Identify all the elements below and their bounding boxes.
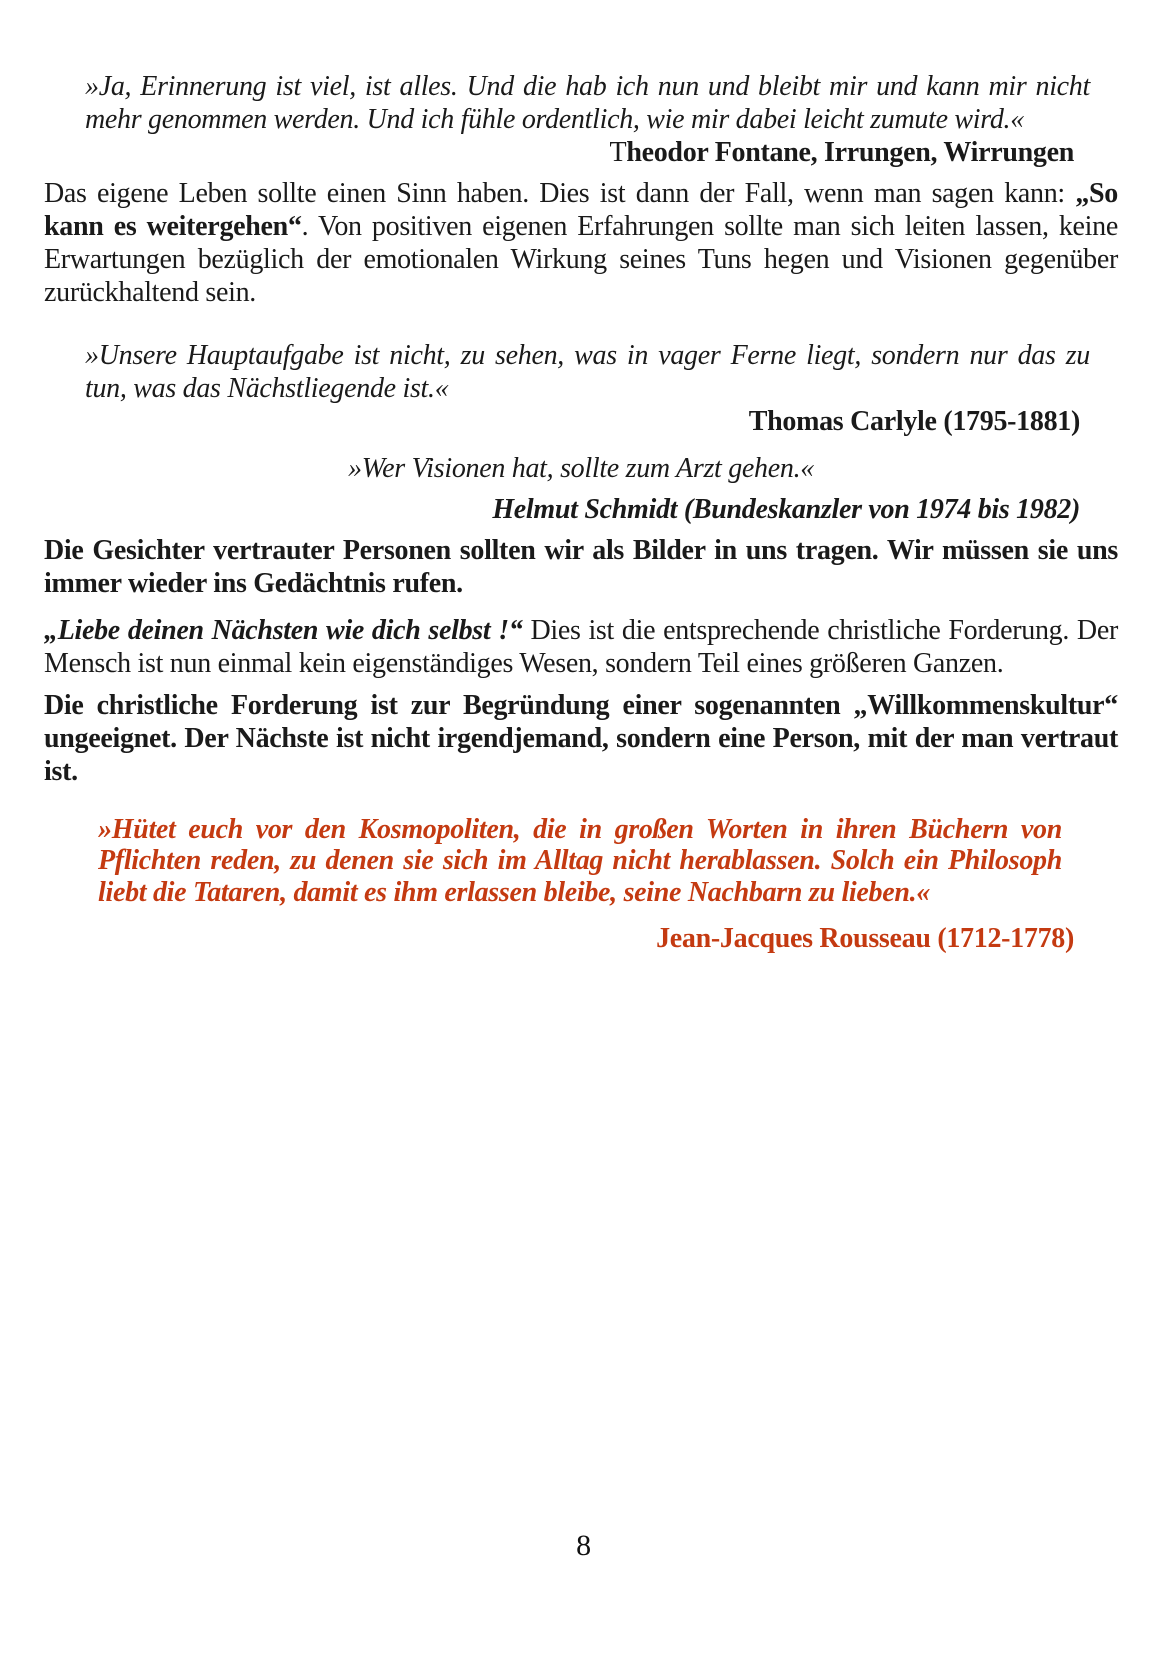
quote-carlyle xyxy=(85,339,1090,405)
paragraph-life-meaning-bold: „So kann es weitergehen“ xyxy=(44,178,1118,243)
quote-schmidt xyxy=(44,452,1118,485)
attribution-schmidt xyxy=(44,493,1118,526)
paragraph-willkommenskultur-text: Die christliche Forderung ist zur Begründung einer sogenannten „Willkommenskultur“ ungeeignet. Der Nächste ist nicht irgendjemand, sondern eine Person, mit der man vertraut ist. xyxy=(44,689,1118,787)
quote-rousseau-text: »Hütet euch vor den Kosmopoliten, die in großen Worten in ihren Büchern von Pflichten reden, zu denen sie sich im Alltag nicht herablassen. Solch ein Philosoph liebt die Tataren, damit es ihm erlassen bleibe, seine Nachbarn zu lieben.« xyxy=(98,813,1062,908)
quote-carlyle-text: »Unsere Hauptaufgabe ist nicht, zu sehen, was in vager Ferne liegt, sondern nur das zu tun, was das Nächstliegende ist.« xyxy=(85,340,1090,405)
attribution-carlyle xyxy=(44,405,1118,438)
attribution-fontane-prefix: T xyxy=(609,137,627,169)
quote-fontane-text: »Ja, Erinnerung ist viel, ist alles. Und die hab ich nun und bleibt mir und kann mir nicht mehr genommen werden. Und ich fühle ordentlich, wie mir dabei leicht zumute wird.« xyxy=(85,71,1090,136)
attribution-rousseau-text: Jean-Jacques Rousseau (1712-1778) xyxy=(656,923,1074,955)
attribution-schmidt-text: Helmut Schmidt (Bundeskanzler von 1974 bis 1982) xyxy=(492,494,1080,526)
paragraph-christian-demand-lead: „Liebe deinen Nächsten wie dich selbst !“ xyxy=(44,615,523,647)
paragraph-faces xyxy=(44,534,1118,600)
paragraph-life-meaning xyxy=(44,177,1118,309)
paragraph-life-meaning-rest: . Von positiven eigenen Erfahrungen sollte man sich leiten lassen, keine Erwartungen bezüglich der emotionalen Wirkung seines Tuns hegen und Visionen gegenüber zurückhaltend sein. xyxy=(44,211,1118,309)
quote-rousseau xyxy=(98,814,1062,909)
quote-schmidt-text: »Wer Visionen hat, sollte zum Arzt gehen.« xyxy=(348,453,814,485)
paragraph-christian-demand xyxy=(44,614,1118,680)
attribution-fontane xyxy=(44,136,1118,169)
paragraph-faces-text: Die Gesichter vertrauter Personen sollten wir als Bilder in uns tragen. Wir müssen sie uns immer wieder ins Gedächtnis rufen. xyxy=(44,535,1118,600)
attribution-rousseau xyxy=(44,922,1118,955)
attribution-carlyle-text: Thomas Carlyle (1795-1881) xyxy=(748,406,1080,438)
page-number: 8 xyxy=(576,1529,591,1562)
paragraph-life-meaning-lead: Das eigene Leben sollte einen Sinn haben. Dies ist dann der Fall, wenn man sagen kann: xyxy=(44,178,1076,210)
quote-fontane xyxy=(85,70,1090,136)
paragraph-christian-demand-rest: Dies ist die entsprechende christliche Forderung. Der Mensch ist nun einmal kein eigenständiges Wesen, sondern Teil eines größeren Ganzen. xyxy=(44,615,1119,680)
paragraph-willkommenskultur xyxy=(44,689,1118,788)
attribution-fontane-rest: heodor Fontane, Irrungen, Wirrungen xyxy=(626,137,1074,169)
